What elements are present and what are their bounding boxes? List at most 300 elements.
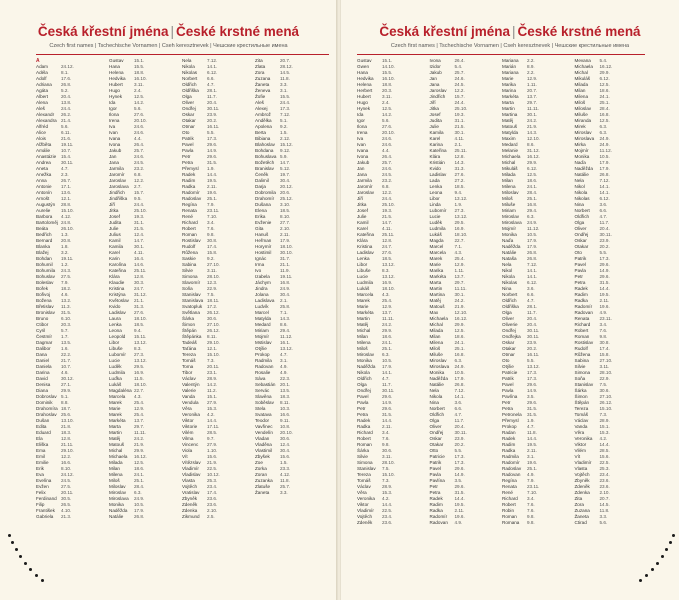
- name-day-date: 24.1.: [382, 340, 393, 345]
- name-text: Kateřina: [429, 148, 447, 153]
- name-day-date: 27.9.: [207, 442, 218, 447]
- name-day-date: 13.6.: [61, 190, 72, 195]
- name-day-date: 10.5.: [454, 370, 465, 375]
- name-text: Marek: [429, 256, 443, 261]
- name-text: Ludmila: [357, 280, 374, 285]
- name-text: Hanuš: [255, 232, 269, 237]
- name-text: Ctirad: [574, 520, 587, 525]
- name-text: Pavlína: [429, 478, 445, 483]
- name-day-date: 5.4.: [454, 64, 463, 69]
- name-text: Otakar: [574, 244, 589, 249]
- name-day-date: 4.7.: [207, 82, 215, 87]
- name-day-date: 14.3.: [454, 160, 465, 165]
- name-day-date: 6.6.: [454, 406, 463, 411]
- name-text: Cyril: [36, 328, 46, 333]
- name-text: Nikol: [502, 268, 513, 273]
- name-text: Silvie: [574, 364, 586, 369]
- name-text: Miloslav: [502, 190, 519, 195]
- name-day-date: 7.6.: [599, 328, 608, 333]
- left-page: [0, 0, 337, 600]
- name-day-date: 14.4.: [599, 442, 610, 447]
- name-day-date: 10.5.: [527, 232, 538, 237]
- name-text: Zikmund: [182, 514, 200, 519]
- name-day-date: 23.4.: [599, 472, 610, 477]
- name-text: Věra: [574, 430, 585, 435]
- name-text: Vojtěch: [574, 472, 590, 477]
- name-day-date: 16.8.: [280, 280, 291, 285]
- name-day-date: 8.3.: [134, 346, 142, 351]
- name-text: Roman: [182, 232, 197, 237]
- name-day-date: 28.9.: [382, 484, 393, 489]
- name-day-date: 3.3.: [280, 82, 288, 87]
- name-text: Michaela: [109, 454, 128, 459]
- name-day-date: 10.5.: [599, 154, 610, 159]
- name-day-date: 19.11.: [280, 274, 293, 279]
- name-text: Klára: [357, 238, 368, 243]
- name-text: Ambrož: [255, 112, 271, 117]
- name-text: Svatava: [255, 412, 272, 417]
- name-text: Zorka: [255, 466, 267, 471]
- name-day-date: 31.5.: [382, 412, 393, 417]
- name-text: Žofie: [255, 94, 266, 99]
- name-text: Hostimil: [255, 250, 272, 255]
- name-day-date: 14.5.: [280, 70, 291, 75]
- name-day-date: 23.6.: [207, 496, 218, 501]
- name-text: Oliverie: [502, 322, 518, 327]
- name-day-date: 20.1.: [280, 382, 291, 387]
- name-text: Tadeáš: [182, 340, 197, 345]
- name-day-date: 29.9.: [527, 160, 538, 165]
- name-text: Hedvika: [109, 76, 126, 81]
- name-text: Petr: [357, 406, 366, 411]
- name-text: Dobromila: [255, 190, 276, 195]
- name-text: Růžena: [574, 352, 591, 357]
- name-day-date: 14.1.: [527, 268, 538, 273]
- name-text: Marián: [502, 64, 517, 69]
- name-day-date: 28.5.: [599, 448, 610, 453]
- name-day-date: 20.7.: [280, 58, 291, 63]
- name-day-date: 14.5.: [599, 502, 610, 507]
- name-text: Ondřej: [182, 106, 196, 111]
- name-day-date: 20.4.: [599, 226, 610, 231]
- name-day-date: 25.1.: [527, 466, 538, 471]
- name-text: Bohdana: [255, 148, 274, 153]
- name-text: Matouš: [502, 124, 518, 129]
- name-text: Naděžda: [429, 376, 448, 381]
- name-day-date: 25.1.: [134, 478, 145, 483]
- name-text: Milena: [574, 94, 589, 99]
- name-day-date: 24.2.: [382, 322, 393, 327]
- name-day-date: 4.7.: [454, 412, 463, 417]
- name-day-date: 9.5.: [134, 196, 142, 201]
- name-day-date: 21.9.: [454, 304, 465, 309]
- name-text: Lukáš: [109, 382, 122, 387]
- name-day-date: 30.4.: [280, 178, 291, 183]
- name-day-date: 17.3.: [527, 370, 538, 375]
- name-day-date: 14.2.: [134, 100, 145, 105]
- name-text: Kvido: [109, 304, 121, 309]
- name-day-date: 29.7.: [527, 100, 538, 105]
- name-text: Marcela: [429, 250, 446, 255]
- name-day-date: 30.11.: [527, 334, 540, 339]
- name-text: Bruno: [36, 316, 49, 321]
- name-day-date: 25.11.: [134, 268, 147, 273]
- name-day-date: 29.4.: [280, 328, 291, 333]
- name-day-date: 25.3.: [599, 466, 610, 471]
- name-text: Teodor: [255, 418, 270, 423]
- name-text: Robert: [182, 226, 196, 231]
- name-day-date: 17.3.: [454, 460, 465, 465]
- name-text: Irma: [255, 262, 265, 267]
- name-day-date: 31.12.: [527, 148, 540, 153]
- name-text: Otto: [429, 448, 439, 453]
- name-day-date: 14.1.: [527, 274, 538, 279]
- name-day-date: 25.11.: [454, 148, 467, 153]
- name-day-date: 30.8.: [207, 238, 218, 243]
- name-day-date: 16.9.: [382, 280, 393, 285]
- name-text: Daniela: [36, 364, 52, 369]
- name-text: Miloš: [429, 346, 441, 351]
- name-day-date: 11.5.: [134, 376, 144, 381]
- name-day-date: 7.5.: [382, 466, 390, 471]
- name-text: Jarmila: [109, 166, 124, 171]
- name-day-date: 4.4.: [382, 148, 390, 153]
- name-day-date: 25.4.: [134, 400, 145, 405]
- name-day-date: 28.4.: [599, 106, 610, 111]
- name-day-date: 4.6.: [61, 292, 69, 297]
- name-text: Martin: [357, 316, 370, 321]
- name-text: Irena: [357, 130, 368, 135]
- title-separator: |: [170, 24, 174, 39]
- name-day-date: 11.3.: [61, 304, 71, 309]
- name-text: Adriana: [36, 82, 52, 87]
- name-text: Diana: [36, 388, 49, 393]
- name-day-date: 28.10.: [599, 370, 613, 375]
- name-day-date: 7.6.: [527, 508, 535, 513]
- name-day-date: 14.2.: [207, 382, 218, 387]
- name-day-date: 12.8.: [382, 238, 393, 243]
- name-text: Božetěch: [255, 160, 275, 165]
- name-day-date: 5.4.: [599, 58, 608, 63]
- name-day-date: 31.5.: [61, 310, 72, 315]
- name-text: Matouš: [109, 442, 125, 447]
- name-day-date: 2.2.: [527, 58, 535, 63]
- name-day-date: 15.10.: [382, 472, 395, 477]
- name-text: Otýlie: [255, 346, 267, 351]
- name-day-date: 26.7.: [61, 178, 72, 183]
- name-day-date: 28.9.: [599, 418, 610, 423]
- name-text: Markéta: [357, 310, 374, 315]
- name-day-date: 3.11.: [599, 364, 610, 369]
- name-text: Jana: [429, 82, 440, 87]
- name-text: Michal: [502, 160, 516, 165]
- name-text: Julie: [357, 214, 367, 219]
- name-text: Kamila: [429, 130, 444, 135]
- name-day-date: 21.5.: [382, 214, 393, 219]
- name-text: Nikola: [182, 64, 195, 69]
- name-text: Ondřej: [357, 388, 371, 393]
- name-text: Mikuláš: [574, 76, 591, 81]
- name-text: Ivo: [255, 268, 262, 273]
- name-day-date: 15.5.: [134, 64, 145, 69]
- name-text: Rosalie: [255, 370, 271, 375]
- name-text: Ilona: [109, 112, 119, 117]
- names-column: [255, 58, 328, 588]
- name-text: Valerie: [182, 388, 196, 393]
- name-day-date: 27.2.: [454, 178, 465, 183]
- name-text: Miriam: [255, 328, 269, 333]
- name-day-date: 22.7.: [454, 238, 465, 243]
- name-text: Judita: [429, 118, 442, 123]
- name-day-date: 30.11.: [61, 160, 74, 165]
- name-day-date: 11.11.: [527, 106, 540, 111]
- name-text: Šárka: [182, 316, 195, 321]
- name-text: Vladěna: [255, 442, 272, 447]
- name-day-date: 12.5.: [599, 118, 610, 123]
- name-text: Klára: [429, 154, 441, 159]
- name-text: Radka: [182, 184, 196, 189]
- name-text: Jan: [429, 76, 437, 81]
- name-day-date: 30.8.: [599, 340, 610, 345]
- name-text: Ferdinand: [36, 496, 57, 501]
- name-text: Silvie: [357, 454, 368, 459]
- name-day-date: 25.7.: [134, 148, 145, 153]
- name-text: Ladislav: [357, 250, 374, 255]
- name-text: Herbert: [357, 88, 373, 93]
- name-day-date: 26.12.: [207, 310, 220, 315]
- name-text: Aleš: [36, 106, 45, 111]
- name-text: Pavel: [429, 466, 441, 471]
- name-day-date: 24.2.: [454, 298, 465, 303]
- name-day-date: 19.3.: [134, 214, 145, 219]
- name-text: Monika: [574, 154, 590, 159]
- name-day-date: 1.9.: [527, 418, 535, 423]
- name-day-date: 3.11.: [207, 268, 217, 273]
- name-text: Nela: [574, 178, 584, 183]
- name-day-date: 17.9.: [527, 244, 538, 249]
- name-text: Eliška: [36, 442, 49, 447]
- name-text: Richard: [574, 322, 591, 327]
- name-day-date: 13.8.: [61, 100, 72, 105]
- name-text: Soběslav: [255, 400, 274, 405]
- name-text: Ondřej: [574, 232, 589, 237]
- name-day-date: 11.7.: [527, 310, 537, 315]
- name-text: Tereza: [182, 352, 196, 357]
- name-text: Martin: [429, 286, 443, 291]
- name-day-date: 2.11.: [382, 424, 392, 429]
- name-day-date: 9.2.: [280, 124, 288, 129]
- name-day-date: 30.11.: [207, 106, 220, 111]
- name-day-date: 16.8.: [454, 352, 465, 357]
- name-text: Čeněk: [255, 172, 269, 177]
- name-day-date: 24.5.: [134, 160, 145, 165]
- name-text: Veronika: [357, 496, 375, 501]
- name-day-date: 14.6.: [134, 262, 145, 267]
- name-text: Miluše: [429, 352, 443, 357]
- name-text: Norbert: [574, 208, 590, 213]
- name-day-date: 6.12.: [599, 76, 610, 81]
- name-day-date: 15.6.: [599, 454, 610, 459]
- name-text: Ženeva: [255, 88, 271, 93]
- name-text: Renata: [502, 484, 517, 489]
- name-text: Erik: [36, 466, 44, 471]
- name-text: Stanislav: [574, 382, 594, 387]
- name-text: Ivona: [109, 142, 121, 147]
- name-day-date: 11.8.: [280, 478, 290, 483]
- title-rule: [357, 54, 645, 55]
- name-text: Radek: [429, 496, 443, 501]
- name-day-date: 16.12.: [527, 154, 540, 159]
- name-text: Růžena: [182, 250, 198, 255]
- name-day-date: 4.9.: [280, 364, 288, 369]
- name-text: Naďa: [502, 238, 514, 243]
- name-day-date: 18.8.: [134, 70, 145, 75]
- name-text: Radan: [502, 430, 516, 435]
- name-text: Lucie: [429, 214, 441, 219]
- name-text: Bohumila: [36, 268, 56, 273]
- name-day-date: 24.6.: [134, 130, 145, 135]
- name-day-date: 31.1.: [454, 118, 465, 123]
- name-day-date: 16.8.: [599, 112, 610, 117]
- names-column: [182, 58, 255, 588]
- name-day-date: 24.1.: [527, 184, 538, 189]
- name-text: Bořivoj: [36, 292, 51, 297]
- name-text: Viola: [182, 448, 193, 453]
- name-text: Bronislav: [36, 310, 55, 315]
- name-day-date: 15.1.: [207, 394, 218, 399]
- name-day-date: 25.7.: [280, 484, 291, 489]
- name-text: Petr: [574, 274, 583, 279]
- decorative-dots: [6, 530, 46, 590]
- name-day-date: 6.3.: [599, 124, 608, 129]
- name-day-date: 15.7.: [454, 94, 465, 99]
- name-text: Miriam: [502, 208, 516, 213]
- name-text: Helena: [109, 70, 124, 75]
- name-text: Milada: [109, 460, 123, 465]
- name-text: Pavla: [357, 400, 369, 405]
- name-day-date: 4.11.: [454, 136, 465, 141]
- name-day-date: 23.6.: [599, 478, 610, 483]
- page-title: [341, 24, 679, 39]
- name-text: Zbyněk: [574, 478, 590, 483]
- name-text: Ondřej: [502, 328, 516, 333]
- name-day-date: 13.2.: [61, 298, 72, 303]
- name-text: Mirek: [574, 124, 586, 129]
- name-day-date: 5.5.: [454, 448, 463, 453]
- name-day-date: 15.3.: [599, 430, 610, 435]
- name-text: Aleš: [255, 100, 264, 105]
- name-text: Vít: [574, 454, 581, 459]
- name-text: Marcel: [255, 310, 269, 315]
- name-text: Jarmila: [357, 178, 372, 183]
- name-day-date: 5.6.: [599, 520, 608, 525]
- name-text: Otakar: [502, 346, 516, 351]
- name-text: Vítězslav: [182, 460, 201, 465]
- name-day-date: 30.6.: [280, 436, 291, 441]
- name-text: Nataša: [502, 256, 517, 261]
- name-text: Zita: [574, 496, 583, 501]
- name-day-date: 11.7.: [599, 220, 610, 225]
- name-text: Jakub: [429, 70, 442, 75]
- name-day-date: 25.8.: [280, 304, 291, 309]
- name-text: Miroslava: [502, 220, 522, 225]
- name-text: Šárka: [357, 448, 370, 453]
- name-text: Nikolas: [502, 280, 518, 285]
- name-day-date: 8.6.: [280, 322, 288, 327]
- name-day-date: 7.12.: [207, 58, 218, 63]
- name-day-date: 25.10.: [134, 208, 147, 213]
- name-day-date: 9.8.: [382, 442, 390, 447]
- names-list-left: [36, 58, 328, 588]
- name-text: Ilona: [357, 124, 367, 129]
- name-text: Viktor: [574, 442, 587, 447]
- name-text: Rostislav: [182, 238, 201, 243]
- name-day-date: 4.2.: [599, 436, 608, 441]
- name-day-date: 21.5.: [134, 226, 145, 231]
- name-text: Vilém: [182, 430, 194, 435]
- name-day-date: 8.8.: [61, 400, 69, 405]
- name-day-date: 21.8.: [61, 424, 72, 429]
- name-day-date: 3.1.: [280, 358, 288, 363]
- name-day-date: 26.4.: [134, 142, 145, 147]
- name-text: Pavla: [182, 148, 194, 153]
- name-text: Filip: [36, 502, 45, 507]
- name-day-date: 24.1.: [454, 340, 465, 345]
- name-text: Michal: [574, 70, 588, 75]
- name-text: Berta: [255, 130, 266, 135]
- name-text: Vít: [182, 454, 188, 459]
- name-text: Žaneta: [255, 82, 270, 87]
- name-text: Renata: [574, 316, 590, 321]
- name-day-date: 13.7.: [527, 94, 538, 99]
- name-day-date: 20.3.: [61, 322, 72, 327]
- name-day-date: 2.10.: [207, 508, 218, 513]
- name-text: Miroslav: [502, 214, 520, 219]
- name-text: Horymír: [255, 244, 272, 249]
- name-text: Milada: [429, 328, 444, 333]
- name-day-date: 24.4.: [454, 100, 465, 105]
- name-text: Otmar: [502, 352, 515, 357]
- name-day-date: 7.6.: [207, 226, 215, 231]
- name-text: Alexandr: [36, 112, 55, 117]
- name-day-date: 7.3.: [599, 412, 608, 417]
- name-day-date: 29.9.: [599, 70, 610, 75]
- name-text: Hana: [357, 70, 368, 75]
- name-text: Karel: [109, 250, 120, 255]
- name-text: Miloslav: [574, 106, 592, 111]
- name-text: Petra: [182, 160, 193, 165]
- name-day-date: 6.10.: [61, 316, 72, 321]
- name-text: Drahomíra: [36, 406, 58, 411]
- name-text: Magdaléna: [109, 388, 132, 393]
- name-text: Vratislav: [182, 490, 200, 495]
- name-day-date: 13.12.: [454, 196, 468, 201]
- name-day-date: 27.6.: [382, 124, 393, 129]
- name-text: Iva: [357, 136, 364, 141]
- name-text: Jaroslav: [109, 178, 127, 183]
- name-text: Marek: [109, 400, 122, 405]
- name-text: Jaroslava: [109, 184, 129, 189]
- name-day-date: 25.10.: [454, 106, 468, 111]
- name-day-date: 25.4.: [134, 412, 145, 417]
- name-text: Přemysl: [502, 418, 519, 423]
- name-day-date: 19.6.: [454, 514, 465, 519]
- name-day-date: 29.10.: [61, 448, 74, 453]
- name-text: Igor: [357, 118, 365, 123]
- name-text: Vladimír: [357, 508, 374, 513]
- name-text: Robert: [502, 502, 516, 507]
- name-day-date: 1.9.: [454, 202, 463, 207]
